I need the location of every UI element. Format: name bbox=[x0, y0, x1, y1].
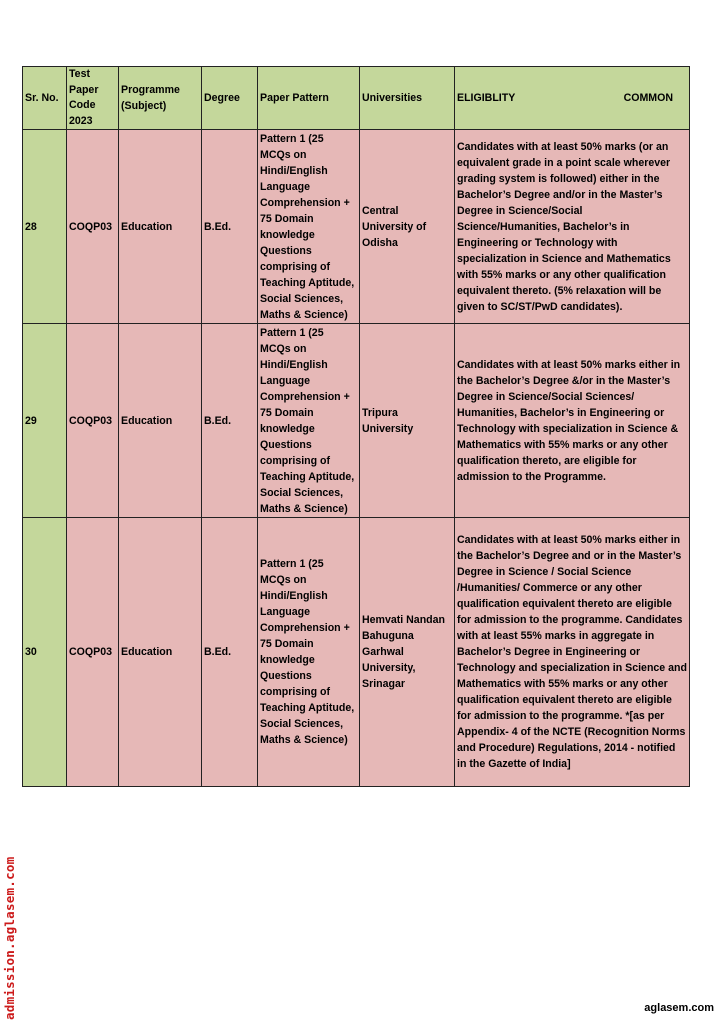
table-row bbox=[23, 130, 690, 324]
cell-sr-no: 29 bbox=[23, 324, 67, 518]
header-sr-no: Sr. No. bbox=[23, 67, 67, 130]
header-test-paper-code: Test Paper Code 2023 bbox=[67, 67, 119, 130]
cell-paper-pattern: Pattern 1 (25 MCQs on Hindi/English Language Comprehension + 75 Domain knowledge Questions comprising of Teaching Aptitude, Social Sciences, Maths & Science) bbox=[258, 130, 360, 324]
header-universities: Universities bbox=[360, 67, 455, 130]
cell-paper-pattern: Pattern 1 (25 MCQs on Hindi/English Language Comprehension + 75 Domain knowledge Questions comprising of Teaching Aptitude, Social Sciences, Maths & Science) bbox=[258, 518, 360, 787]
cell-sr-no: 30 bbox=[23, 518, 67, 787]
cell-eligibility: Candidates with at least 50% marks (or an equivalent grade in a point scale wherever grading system is followed) either in the Bachelor’s Degree and/or in the Master’s Degree in Science/Social Science/Humanities, Bachelor’s in Engineering or Technology with specialization in Science and Mathematics with 55% marks or any other qualification equivalent thereto. (5% relaxation will be given to SC/ST/PwD candidates). bbox=[455, 130, 690, 324]
cell-degree: B.Ed. bbox=[202, 518, 258, 787]
cell-degree: B.Ed. bbox=[202, 130, 258, 324]
cell-eligibility: Candidates with at least 50% marks either in the Bachelor’s Degree and or in the Master’s Degree in Science / Social Science /Humanities/ Commerce or any other qualification equivalent thereto are eligible for admission to the programme. Candidates with at least 55% marks in aggregate in Bachelor’s Degree in Engineering or Technology and specialization in Science and Mathematics with 55% marks or any other qualification equivalent thereto are eligible for admission to the programme. *[as per Appendix- 4 of the NCTE (Recognition Norms and Procedure) Regulations, 2014 - notified in the Gazette of India] bbox=[455, 518, 690, 787]
cell-university: Tripura University bbox=[360, 324, 455, 518]
eligibility-table bbox=[22, 66, 690, 787]
cell-paper-pattern: Pattern 1 (25 MCQs on Hindi/English Language Comprehension + 75 Domain knowledge Questions comprising of Teaching Aptitude, Social Sciences, Maths & Science) bbox=[258, 324, 360, 518]
header-degree: Degree bbox=[202, 67, 258, 130]
header-programme: Programme (Subject) bbox=[119, 67, 202, 130]
cell-university: Hemvati Nandan Bahuguna Garhwal University, Srinagar bbox=[360, 518, 455, 787]
cell-eligibility: Candidates with at least 50% marks either in the Bachelor’s Degree &/or in the Master’s Degree in Science/Social Sciences/ Humanities, Bachelor’s in Engineering or Technology with specialization in Science & Mathematics with 55% marks or any other qualification thereto, are eligible for admission to the Programme. bbox=[455, 324, 690, 518]
cell-programme: Education bbox=[119, 518, 202, 787]
header-eligibility-label: ELIGIBLITY bbox=[457, 92, 516, 104]
header-common-label: COMMON bbox=[623, 92, 673, 104]
watermark-url: admission.aglasem.com bbox=[2, 856, 17, 1020]
table-row bbox=[23, 518, 690, 787]
cell-university: Central University of Odisha bbox=[360, 130, 455, 324]
cell-programme: Education bbox=[119, 324, 202, 518]
cell-code: COQP03 bbox=[67, 324, 119, 518]
cell-code: COQP03 bbox=[67, 130, 119, 324]
table-row bbox=[23, 324, 690, 518]
cell-code: COQP03 bbox=[67, 518, 119, 787]
header-paper-pattern: Paper Pattern bbox=[258, 67, 360, 130]
footer-site-name: aglasem.com bbox=[644, 1002, 714, 1014]
table-header-row bbox=[23, 67, 690, 130]
cell-programme: Education bbox=[119, 130, 202, 324]
cell-sr-no: 28 bbox=[23, 130, 67, 324]
header-eligibility bbox=[455, 67, 690, 130]
cell-degree: B.Ed. bbox=[202, 324, 258, 518]
